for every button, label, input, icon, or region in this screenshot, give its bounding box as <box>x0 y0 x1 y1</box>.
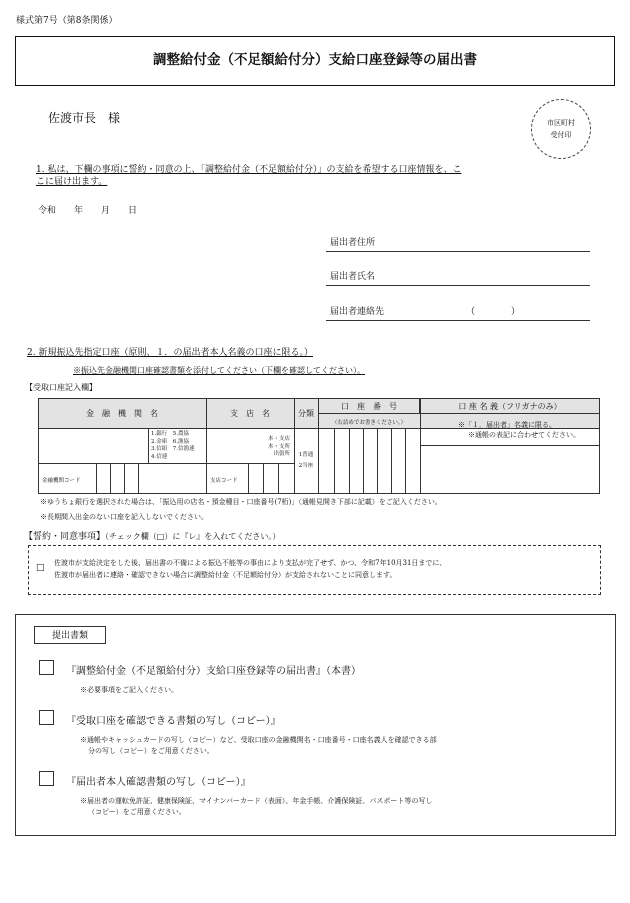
doc3-note: ※届出者の運転免許証、健康保険証、マイナンバーカード（表面）、年金手帳、介護保険証、パスポート等の写し （コピー）をご用意ください。 <box>80 797 433 816</box>
attach-note: ※振込先金融機関口座確認書類を添付してください（下欄を確認してください）。 <box>73 366 365 375</box>
bank-type-list: 1.銀行 5.農協 2.金庫 6.漁協 3.信組 7.信漁連 4.信連 <box>151 431 195 460</box>
doc2-checkbox[interactable] <box>39 710 54 725</box>
header-type: 分類 <box>298 409 314 418</box>
footnote-yucho: ※ゆうちょ銀行を選択された場合は、「振込用の店名・預金種目・口座番号(7桁)」（通帳見開き下部に記載）をご記入ください。 <box>40 498 442 506</box>
header-branch: 支 店 名 <box>230 409 270 418</box>
title-box <box>15 36 615 86</box>
bank-code-label: 金融機関コード <box>42 478 81 484</box>
branch-code-label: 支店コード <box>210 478 238 484</box>
stamp-line2: 受付印 <box>550 131 572 139</box>
account-holder-input[interactable] <box>422 447 598 492</box>
branch-type-list: 本・支店 本・支所 出張所 <box>267 436 290 457</box>
holder-notes: ※「１．届出者」名義に限る。 ※通帳の表記に合わせてください。 <box>458 421 580 439</box>
account-number-input[interactable] <box>320 430 419 493</box>
section1-text: 1. 私は、下欄の事項に誓約・同意の上、「調整給付金（不足額給付分）」の支給を希望する口座情報を、こ こに届け出ます。 <box>36 165 462 187</box>
applicant-name-label: 届出者氏名 <box>330 272 376 282</box>
bank-code-input[interactable] <box>97 464 205 493</box>
section2-heading: 2. 新規振込先指定口座（原則、１．の届出者本人名義の口座に限る。） <box>27 348 313 358</box>
stamp-line1: 市区町村 <box>547 119 575 127</box>
consent-checkbox[interactable]: □ <box>36 563 45 573</box>
page-title: 調整給付金（不足額給付分）支給口座登録等の届出書 <box>153 52 477 68</box>
doc3-title: 『届出者本人確認書類の写し（コピー）』 <box>66 777 251 788</box>
applicant-address-line[interactable] <box>326 251 590 252</box>
table-caption: 【受取口座記入欄】 <box>25 383 97 392</box>
doc1-title: 『調整給付金（不足額給付分）支給口座登録等の届出書』（本書） <box>66 666 361 677</box>
consent-heading: 【誓約・同意事項】（チェック欄（□）に『レ』を入れてください。） <box>24 532 281 542</box>
applicant-contact-label: 届出者連絡先 <box>330 307 385 317</box>
doc2-title: 『受取口座を確認できる書類の写し（コピー）』 <box>66 716 281 727</box>
header-account: 口 座 番 号 <box>341 402 397 411</box>
applicant-address-label: 届出者住所 <box>330 238 376 248</box>
doc1-checkbox[interactable] <box>39 660 54 675</box>
footnote-dormant: ※長期間入出金のない口座を記入しないでください。 <box>40 513 208 521</box>
consent-box <box>28 545 601 595</box>
documents-label: 提出書類 <box>34 626 106 644</box>
doc1-note: ※必要事項をご記入ください。 <box>80 686 178 694</box>
consent-text: 佐渡市が支給決定をした後、届出書の不備による振込不能等の事由により支払が完了せず、かつ、令和7年10月31日までに、 佐渡市が届出者に連絡・確認できない場合に調整給付金（不足額給付分）が支給されないことに同意します。 <box>54 559 447 579</box>
header-account-sub: （右詰めでお書きください。） <box>331 420 407 426</box>
form-number: 様式第7号（第8条関係） <box>16 16 118 26</box>
applicant-contact-line[interactable] <box>326 320 590 321</box>
applicant-name-line[interactable] <box>326 285 590 286</box>
header-holder: 口 座 名 義（フリガナのみ） <box>458 402 562 411</box>
contact-parens: （ ） <box>466 307 521 317</box>
account-type-list[interactable]: 1普通 2当座 <box>298 452 314 469</box>
reception-stamp <box>531 99 591 159</box>
doc3-checkbox[interactable] <box>39 771 54 786</box>
doc2-note: ※通帳やキャッシュカードの写し（コピー）など、受取口座の金融機関名・口座番号・口座名義人を確認できる部 分の写し（コピー）をご用意ください。 <box>80 736 437 755</box>
addressee: 佐渡市長 様 <box>48 111 121 125</box>
date-line[interactable]: 令和 年 月 日 <box>38 206 138 216</box>
header-bank: 金 融 機 関 名 <box>86 409 158 418</box>
account-table <box>38 398 600 494</box>
documents-box <box>15 614 616 836</box>
